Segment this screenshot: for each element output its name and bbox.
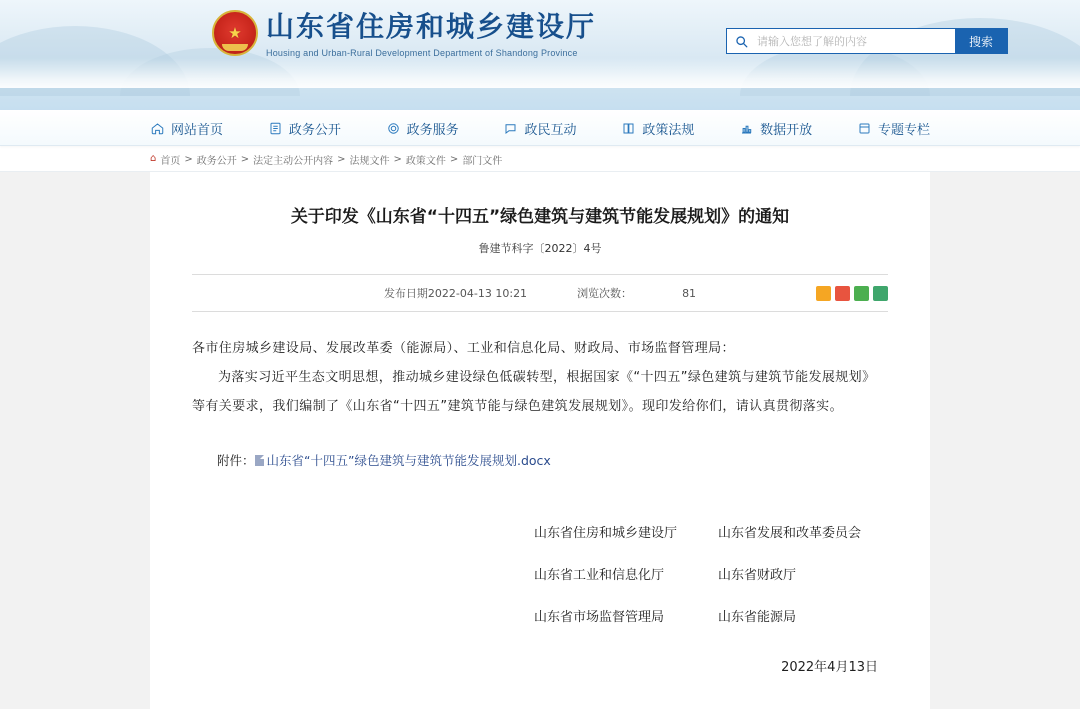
breadcrumb-bar: [0, 146, 1080, 172]
views-label: 浏览次数：: [577, 287, 633, 300]
share-qzone-icon[interactable]: [835, 286, 850, 301]
share-qq-icon[interactable]: [873, 286, 888, 301]
breadcrumb-item-statutory-content[interactable]: 法定主动公开内容: [253, 155, 334, 167]
document-paragraph: 为落实习近平生态文明思想，推动城乡建设绿色低碳转型，根据国家《“十四五”绿色建筑与建筑节能发展规划》等有关要求，我们编制了《山东省“十四五”建筑节能与绿色建筑发展规划》。现印发给你们，请认真贯彻落实。: [192, 370, 876, 414]
nav-label: 政务服务: [406, 122, 459, 138]
site-title-block: [266, 10, 596, 58]
breadcrumb-item-disclosure[interactable]: 政务公开: [196, 155, 237, 167]
page-title: 关于印发《山东省“十四五”绿色建筑与建筑节能发展规划》的通知: [290, 207, 790, 227]
breadcrumb-item-policy-docs[interactable]: 政策文件: [405, 155, 446, 167]
breadcrumb-separator: >: [449, 153, 459, 165]
book-icon: [621, 121, 636, 136]
main-navigation: [0, 110, 1080, 146]
nav-label: 数据开放: [760, 122, 813, 138]
nav-item-government-services[interactable]: [386, 119, 459, 138]
breadcrumb-separator: >: [240, 153, 250, 165]
home-icon: ⌂: [150, 153, 157, 164]
signature-line: [192, 513, 888, 555]
search-icon: [727, 29, 755, 53]
views-count: 81: [682, 286, 697, 300]
file-doc-icon: [255, 455, 264, 466]
document-number: 鲁建节科字〔2022〕4号: [478, 242, 602, 255]
search-box[interactable]: [726, 28, 1008, 54]
nav-label: 专题专栏: [877, 122, 930, 138]
breadcrumb: [150, 146, 930, 172]
nav-label: 政民互动: [524, 122, 577, 138]
breadcrumb-item-department-docs[interactable]: 部门文件: [462, 155, 503, 167]
nav-item-home[interactable]: [150, 119, 223, 138]
document-body: [192, 334, 888, 421]
attachment-label: 附件：: [217, 453, 255, 468]
document-card: [150, 172, 930, 709]
document-paragraph: 各市住房城乡建设局、发展改革委（能源局）、工业和信息化局、财政局、市场监督管理局：: [192, 341, 735, 356]
search-input[interactable]: [755, 29, 955, 53]
nav-item-special-topics[interactable]: [857, 119, 930, 138]
site-header: [0, 0, 1080, 110]
signature-org: 山东省财政厅: [718, 568, 797, 583]
chart-icon: [739, 121, 754, 136]
attachment-link[interactable]: 山东省“十四五”绿色建筑与建筑节能发展规划.docx: [266, 453, 551, 468]
signature-block: [192, 513, 888, 689]
page-background: [0, 172, 1080, 709]
share-sina-icon[interactable]: [816, 286, 831, 301]
chat-icon: [503, 121, 518, 136]
signature-org: 山东省能源局: [718, 610, 797, 625]
document-icon: [268, 121, 283, 136]
attachment-row: [192, 451, 888, 469]
nav-label: 政策法规: [642, 122, 695, 138]
share-wechat-icon[interactable]: [854, 286, 869, 301]
document-meta: [192, 274, 888, 301]
meta-divider: [192, 311, 888, 312]
folder-icon: [857, 121, 872, 136]
signature-line: [192, 597, 888, 639]
nav-item-government-affairs-disclosure[interactable]: [268, 119, 341, 138]
signature-line: [192, 555, 888, 597]
publish-date: 发布日期2022-04-13 10:21: [383, 287, 528, 300]
site-title-en: Housing and Urban-Rural Development Department of Shandong Province: [266, 48, 578, 58]
nav-item-open-data[interactable]: [739, 119, 812, 138]
breadcrumb-item-regulations[interactable]: 法规文件: [349, 155, 390, 167]
nav-label: 政务公开: [288, 122, 341, 138]
home-icon: [150, 121, 165, 136]
breadcrumb-item-home[interactable]: 首页: [160, 155, 181, 167]
signature-date: 2022年4月13日: [781, 660, 878, 675]
breadcrumb-separator: >: [393, 153, 402, 165]
national-emblem-icon: [212, 10, 258, 56]
site-title-cn: 山东省住房和城乡建设厅: [266, 10, 597, 43]
breadcrumb-separator: >: [184, 153, 193, 165]
nav-item-policies-regulations[interactable]: [621, 119, 694, 138]
share-icons: [816, 286, 888, 301]
nav-item-public-interaction[interactable]: [503, 119, 576, 138]
signature-org: 山东省住房和城乡建设厅: [534, 526, 678, 541]
nav-label: 网站首页: [171, 122, 224, 138]
signature-org: 山东省发展和改革委员会: [718, 526, 862, 541]
star-glyph: ★: [228, 24, 242, 42]
gear-icon: [386, 121, 401, 136]
signature-org: 山东省工业和信息化厅: [534, 568, 665, 583]
signature-org: 山东省市场监督管理局: [534, 610, 665, 625]
search-button[interactable]: 搜索: [955, 29, 1007, 53]
breadcrumb-separator: >: [337, 153, 346, 165]
